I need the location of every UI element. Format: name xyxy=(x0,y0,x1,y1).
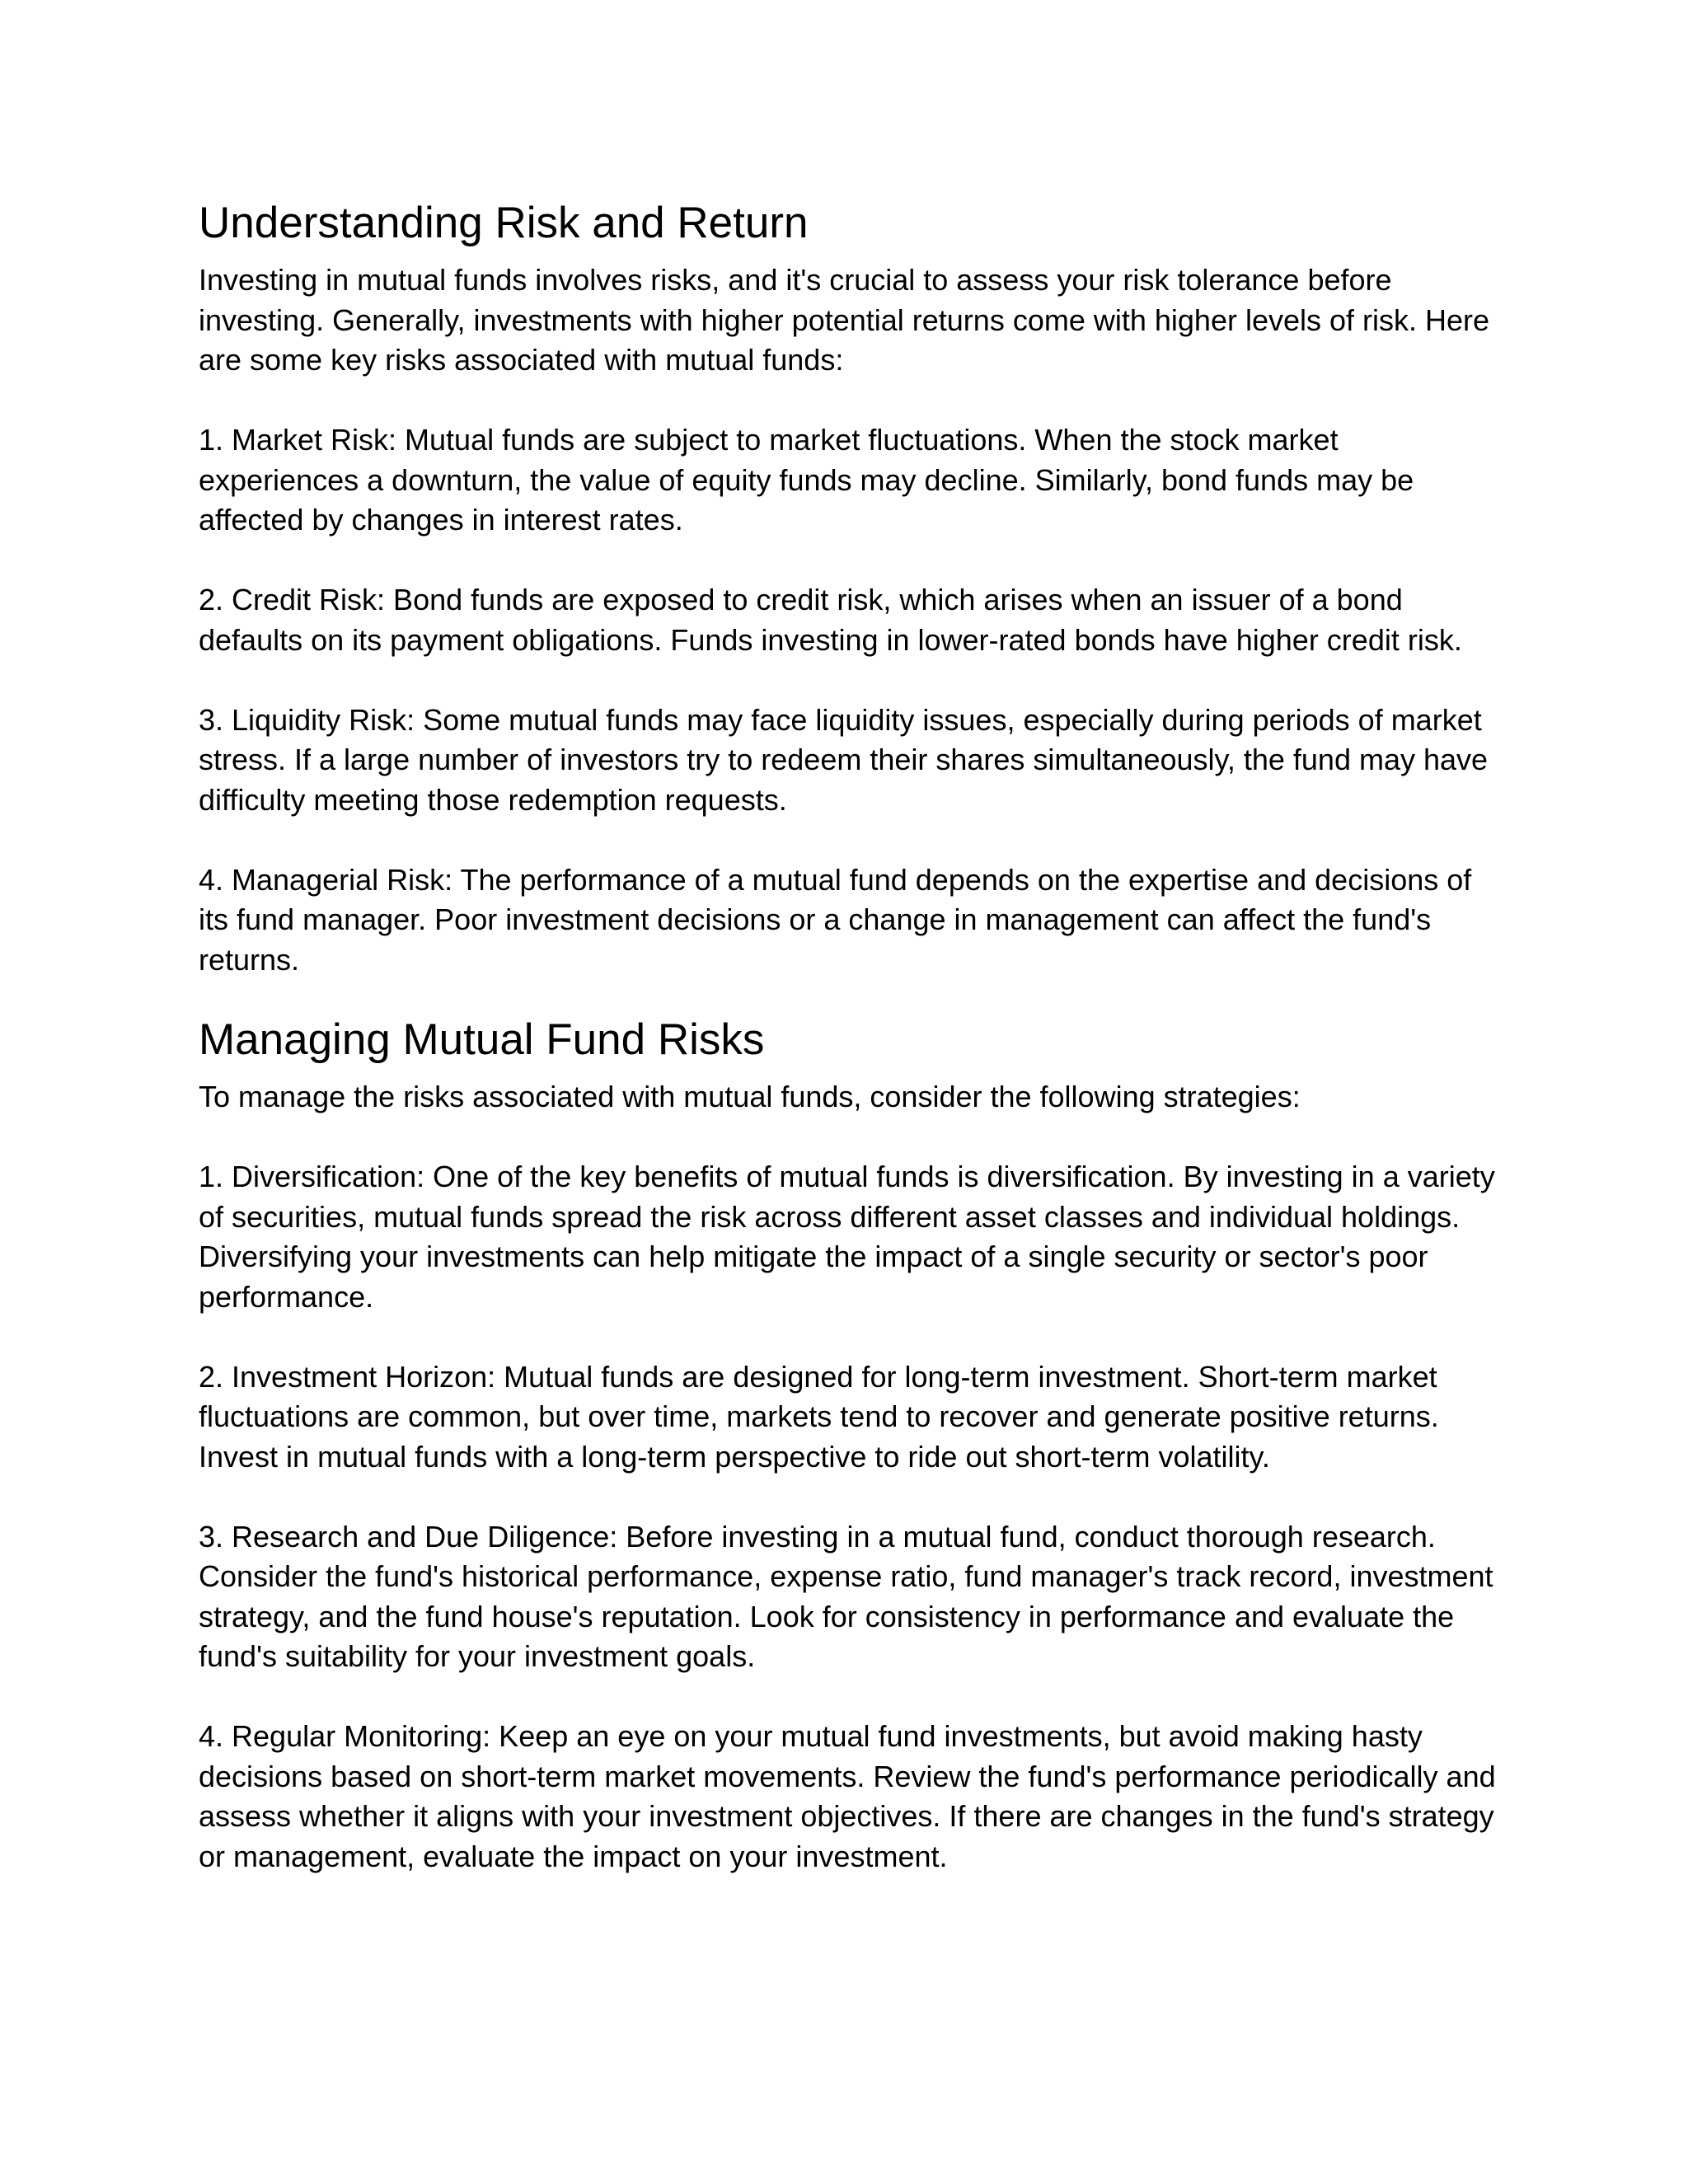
list-item-regular-monitoring: 4. Regular Monitoring: Keep an eye on your mutual fund investments, but avoid making hasty decisions based on short-term market movements. Review the fund's performance periodically and assess whether it aligns with your investment objectives. If there are changes in the fund's strategy or management, evaluate the impact on your investment. xyxy=(199,1719,1496,1873)
list-item-liquidity-risk: 3. Liquidity Risk: Some mutual funds may face liquidity issues, especially during periods of market stress. If a large number of investors try to redeem their shares simultaneously, the fund may have difficulty meeting those redemption requests. xyxy=(199,702,1489,817)
section-managing-mutual-fund-risks xyxy=(199,1015,1501,1877)
list-item-managerial-risk: 4. Managerial Risk: The performance of a mutual fund depends on the expertise and decisions of its fund manager. Poor investment decisions or a change in management can affect the fund's returns. xyxy=(199,862,1472,977)
list-item-market-risk: 1. Market Risk: Mutual funds are subject to market fluctuations. When the stock market experiences a downturn, the value of equity funds may decline. Similarly, bond funds may be affected by changes in interest rates. xyxy=(199,423,1414,537)
section-intro-paragraph: To manage the risks associated with mutual funds, consider the following strategies: xyxy=(199,1080,1301,1113)
section-heading: Understanding Risk and Return xyxy=(199,199,809,247)
list-item-credit-risk: 2. Credit Risk: Bond funds are exposed to credit risk, which arises when an issuer of a bond defaults on its payment obligations. Funds investing in lower-rated bonds have higher credit risk. xyxy=(199,583,1462,657)
list-item-investment-horizon: 2. Investment Horizon: Mutual funds are designed for long-term investment. Short-term market fluctuations are common, but over time, markets tend to recover and generate positive returns. Invest in mutual funds with a long-term perspective to ride out short-term volatility. xyxy=(199,1359,1439,1474)
document-page xyxy=(199,198,1501,1877)
list-item-diversification: 1. Diversification: One of the key benefits of mutual funds is diversification. By investing in a variety of securities, mutual funds spread the risk across different asset classes and individual holdings. Diversifying your investments can help mitigate the impact of a single security or sector's poor performance. xyxy=(199,1160,1495,1314)
section-understanding-risk-and-return xyxy=(199,198,1501,980)
section-intro-paragraph: Investing in mutual funds involves risks, and it's crucial to assess your risk tolerance before investing. Generally, investments with higher potential returns come with higher levels of risk. Here are some key risks associated with mutual funds: xyxy=(199,263,1490,377)
section-heading: Managing Mutual Fund Risks xyxy=(199,1015,765,1064)
list-item-research-due-diligence: 3. Research and Due Diligence: Before investing in a mutual fund, conduct thorough research. Consider the fund's historical performance, expense ratio, fund manager's track record, investment strategy, and the fund house's reputation. Look for consistency in performance and evaluate the fund's suitability for your investment goals. xyxy=(199,1519,1493,1673)
